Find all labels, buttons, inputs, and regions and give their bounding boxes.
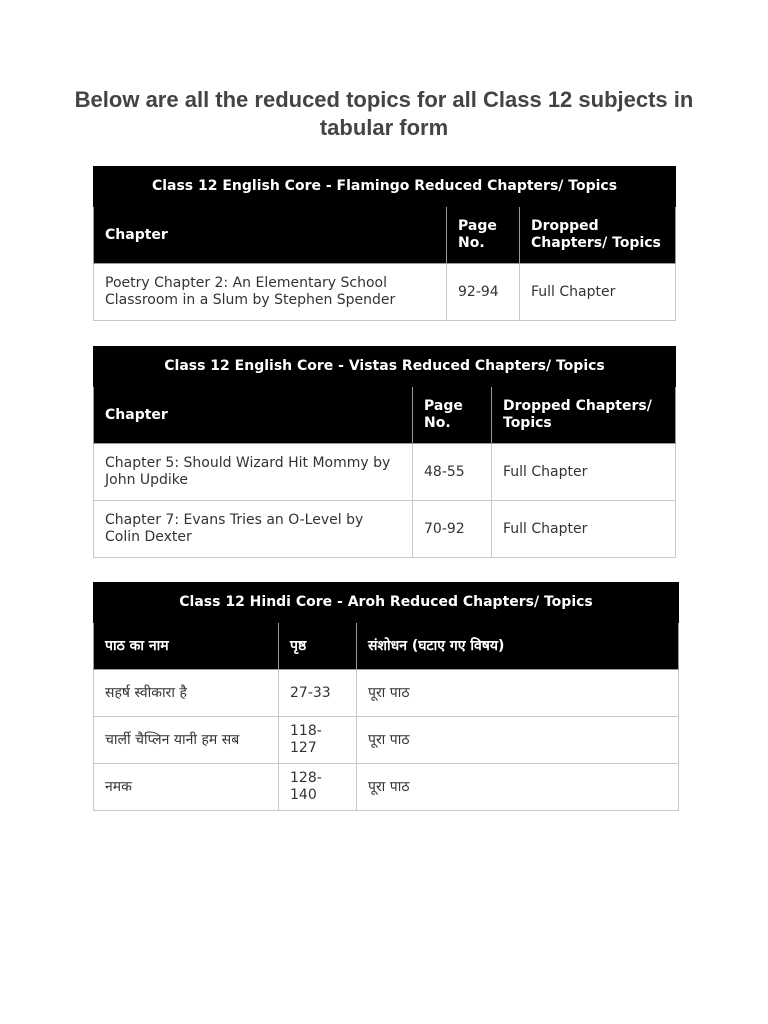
table-row <box>94 670 679 717</box>
column-header-chapter: Chapter <box>94 207 447 264</box>
table-caption: Class 12 English Core - Flamingo Reduced Chapters/ Topics <box>94 167 676 207</box>
chapter-cell: नमक <box>94 764 279 811</box>
chapter-cell: Chapter 7: Evans Tries an O-Level by Colin Dexter <box>94 501 413 558</box>
revision-cell: पूरा पाठ <box>357 670 679 717</box>
page-cell: 27-33 <box>279 670 357 717</box>
dropped-cell: Full Chapter <box>492 501 676 558</box>
column-header-chapter-name: पाठ का नाम <box>94 623 279 670</box>
page-cell: 70-92 <box>413 501 492 558</box>
table-caption: Class 12 Hindi Core - Aroh Reduced Chapters/ Topics <box>94 583 679 623</box>
dropped-cell: Full Chapter <box>492 444 676 501</box>
page-cell: 118-127 <box>279 717 357 764</box>
dropped-cell: Full Chapter <box>520 264 676 321</box>
revision-cell: पूरा पाठ <box>357 764 679 811</box>
table-row <box>94 717 679 764</box>
column-header-revision: संशोधन (घटाए गए विषय) <box>357 623 679 670</box>
page-cell: 92-94 <box>447 264 520 321</box>
table-row <box>94 764 679 811</box>
aroh-table <box>93 582 679 811</box>
revision-cell: पूरा पाठ <box>357 717 679 764</box>
chapter-cell: Poetry Chapter 2: An Elementary School Classroom in a Slum by Stephen Spender <box>94 264 447 321</box>
table-caption: Class 12 English Core - Vistas Reduced Chapters/ Topics <box>94 347 676 387</box>
page-cell: 128-140 <box>279 764 357 811</box>
page-cell: 48-55 <box>413 444 492 501</box>
chapter-cell: चार्ली चैप्लिन यानी हम सब <box>94 717 279 764</box>
column-header-dropped: Dropped Chapters/ Topics <box>492 387 676 444</box>
column-header-chapter: Chapter <box>94 387 413 444</box>
table-row <box>94 444 676 501</box>
column-header-page: Page No. <box>447 207 520 264</box>
page-title: Below are all the reduced topics for all Class 12 subjects in tabular form <box>74 87 694 140</box>
table-row <box>94 501 676 558</box>
column-header-page: Page No. <box>413 387 492 444</box>
table-row <box>94 264 676 321</box>
column-header-page: पृष्ठ <box>279 623 357 670</box>
flamingo-table <box>93 166 676 321</box>
chapter-cell: Chapter 5: Should Wizard Hit Mommy by John Updike <box>94 444 413 501</box>
column-header-dropped: Dropped Chapters/ Topics <box>520 207 676 264</box>
vistas-table <box>93 346 676 558</box>
chapter-cell: सहर्ष स्वीकारा है <box>94 670 279 717</box>
